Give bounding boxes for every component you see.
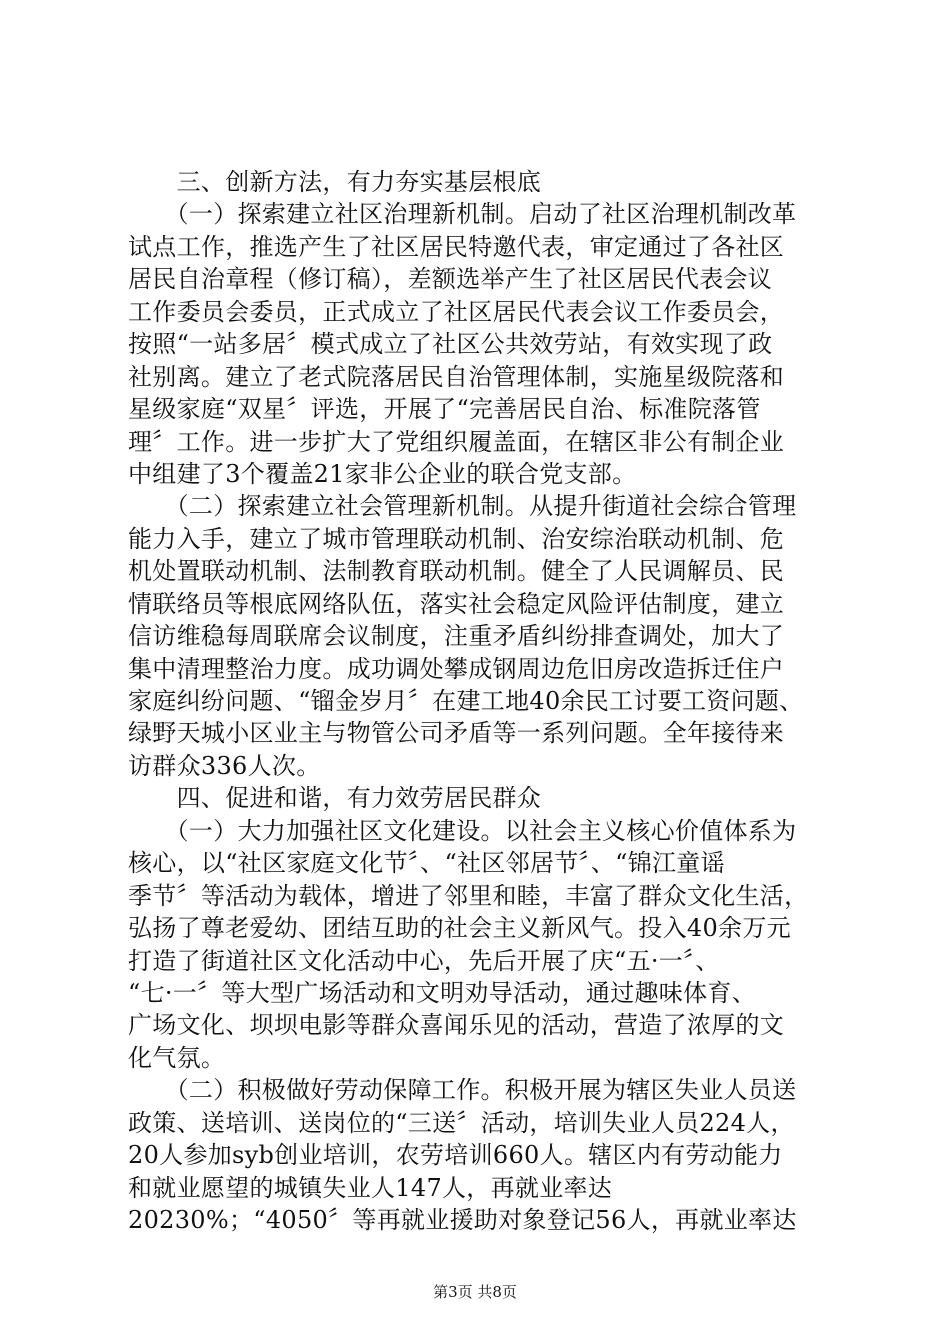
text-line: （二）积极做好劳动保障工作。积极开展为辖区失业人员送 xyxy=(128,1076,797,1105)
text-line: 能力入手，建立了城市管理联动机制、治安综治联动机制、危 xyxy=(128,524,785,553)
text-line: 打造了街道社区文化活动中心，先后开展了庆“五·一〞、 xyxy=(128,946,720,975)
text-line: 按照“一站多居〞模式成立了社区公共效劳站，有效实现了政 xyxy=(128,330,773,359)
text-line: 四、促进和谐，有力效劳居民群众 xyxy=(128,784,542,813)
text-line: 中组建了3个覆盖21家非公企业的联合党支部。 xyxy=(128,459,637,488)
text-line: （二）探索建立社会管理新机制。从提升街道社会综合管理 xyxy=(128,492,797,521)
text-line: 理〞工作。进一步扩大了党组织履盖面，在辖区非公有制企业 xyxy=(128,427,785,456)
text-line: 社别离。建立了老式院落居民自治管理体制，实施星级院落和 xyxy=(128,362,785,391)
text-line: 工作委员会委员，正式成立了社区居民代表会议工作委员会， xyxy=(128,297,785,326)
text-line: 星级家庭“双星〞评选，开展了“完善居民自治、标准院落管 xyxy=(128,395,761,424)
text-line: 20230%；“4050〞等再就业援助对象登记56人，再就业率达 xyxy=(128,1206,797,1234)
text-line: 情联络员等根底网络队伍，落实社会稳定风险评估制度，建立 xyxy=(128,589,785,618)
text-line: 信访维稳每周联席会议制度，注重矛盾纠纷排查调处，加大了 xyxy=(128,622,785,651)
text-line: 试点工作，推选产生了社区居民特邀代表，审定通过了各社区 xyxy=(128,232,785,261)
text-line: 季节〞等活动为载体，增进了邻里和睦，丰富了群众文化生活， xyxy=(128,881,809,910)
page-number-label: 第3页 共8页 xyxy=(433,1283,517,1301)
text-line: 和就业愿望的城镇失业人147人，再就业率达 xyxy=(128,1173,613,1202)
text-line: 访群众336人次。 xyxy=(128,751,321,780)
text-line: 三、创新方法，有力夯实基层根底 xyxy=(128,168,542,196)
text-line: 家庭纠纷问题、“镏金岁月〞在建工地40余民工讨要工资问题、 xyxy=(128,687,804,715)
text-line: “七·一〞等大型广场活动和文明劝导活动，通过趣味体育、 xyxy=(128,978,756,1007)
page-footer xyxy=(0,1281,950,1302)
text-line: 集中清理整治力度。成功调处攀成钢周边危旧房改造拆迁住户 xyxy=(128,654,785,683)
text-line: （一）大力加强社区文化建设。以社会主义核心价值体系为 xyxy=(128,816,797,845)
text-line: 化气氛。 xyxy=(128,1043,226,1072)
text-line: 弘扬了尊老爱幼、团结互助的社会主义新风气。投入40余万元 xyxy=(128,914,791,943)
text-line: 机处置联动机制、法制教育联动机制。健全了人民调解员、民 xyxy=(128,557,785,586)
text-line: （一）探索建立社区治理新机制。启动了社区治理机制改革 xyxy=(128,200,797,229)
document-body xyxy=(128,166,834,1236)
text-line: 绿野天城小区业主与物管公司矛盾等一系列问题。全年接待来 xyxy=(128,719,785,748)
text-line: 20人参加syb创业培训，农劳培训660人。辖区内有劳动能力 xyxy=(128,1141,783,1170)
text-line: 广场文化、坝坝电影等群众喜闻乐见的活动，营造了浓厚的文 xyxy=(128,1011,785,1040)
text-line: 核心，以“社区家庭文化节〞、“社区邻居节〞、“锦江童谣 xyxy=(128,849,725,878)
text-line: 政策、送培训、送岗位的“三送〞活动，培训失业人员224人， xyxy=(128,1108,795,1137)
text-line: 居民自治章程（修订稿），差额选举产生了社区居民代表会议 xyxy=(128,265,773,294)
